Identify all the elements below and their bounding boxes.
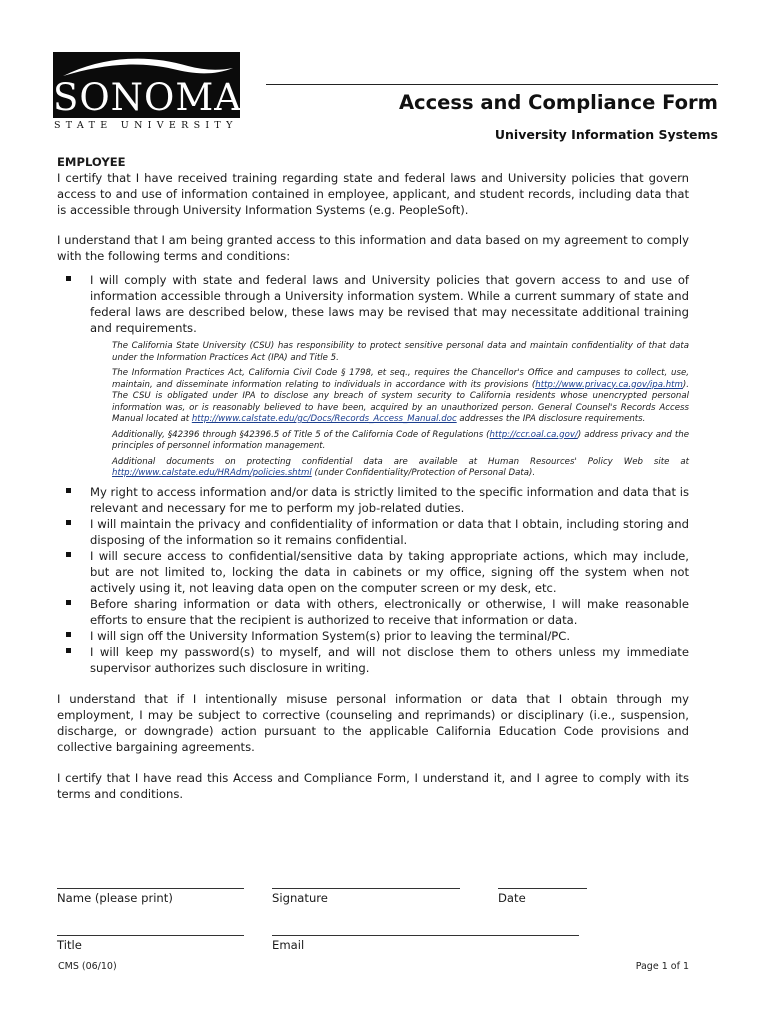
records-manual-link[interactable]: http://www.calstate.edu/gc/Docs/Records_Access_Manual.doc (191, 414, 457, 424)
legal-summary (112, 341, 689, 480)
term-item (57, 628, 689, 644)
bullet-icon (66, 632, 71, 637)
legal-text: ). The CSU is obligated under IPA to disclose any breach of system security to California residents whose unencrypted personal information was, or is reasonably believed to have been, acquired by an unauthorized person. General Counsel's Records Access Manual located at (112, 379, 689, 424)
term-text: I will secure access to confidential/sensitive data by taking appropriate actions, which may include, but are not limited to, locking the data in cabinets or my office, signing off the system when not actively using it, not leaving data open on the computer screen or my desk, etc. (90, 548, 689, 595)
form-title: Access and Compliance Form (398, 91, 718, 114)
title-label: Title (57, 938, 82, 952)
certify-paragraph: I certify that I have read this Access and Compliance Form, I understand it, and I agree to comply with its terms and conditions. (57, 770, 689, 801)
sonoma-state-logo (53, 52, 240, 132)
email-line[interactable] (272, 935, 579, 936)
legal-text: The California State University (CSU) has responsibility to protect sensitive personal data and maintain confidentiality of that data under the Information Practices Act (IPA) and Title 5. (112, 341, 689, 363)
name-line[interactable] (57, 888, 244, 889)
bullet-icon (66, 648, 71, 653)
email-label: Email (272, 938, 305, 952)
term-item (57, 516, 689, 548)
term-text: My right to access information and/or data is strictly limited to the specific information and data that is relevant and necessary for me to perform my job-related duties. (90, 484, 690, 515)
term-text: I will maintain the privacy and confidentiality of information or data that I obtain, including storing and disposing of the information so it remains confidential. (90, 516, 689, 547)
legal-text: Additional documents on protecting confidential data are available at Human Resources' Policy Web site at (112, 456, 689, 467)
page-number: Page 1 of 1 (635, 961, 689, 972)
term-text: I will comply with state and federal laws and University policies that govern access to and use of information accessible through a University information system. While a current summary of state and federal laws are described below, these laws may be revised that may necessitate additional training and requirements. (90, 273, 689, 335)
header-rule (266, 84, 718, 85)
agreement-paragraph: I understand that I am being granted access to this information and data based on my agreement to comply with the following terms and conditions: (57, 233, 689, 263)
form-code: CMS (06/10) (58, 961, 117, 972)
term-item (57, 484, 689, 516)
employee-heading: EMPLOYEE (57, 155, 126, 169)
signature-line[interactable] (272, 888, 460, 889)
form-subtitle: University Information Systems (494, 127, 718, 142)
terms-list (57, 272, 689, 336)
bullet-icon (66, 488, 71, 493)
hr-policies-link[interactable]: http://www.calstate.edu/HRAdm/policies.shtml (112, 468, 312, 478)
bullet-icon (66, 600, 71, 605)
term-text: Before sharing information or data with others, electronically or otherwise, I will make reasonable efforts to ensure that the recipient is authorized to receive that information or data. (90, 596, 689, 627)
ccr-link[interactable]: http://ccr.oal.ca.gov/ (489, 429, 578, 440)
misuse-paragraph: I understand that if I intentionally misuse personal information or data that I obtain through my employment, I may be subject to corrective (counseling and reprimands) or disciplinary (i.e., suspension, discharge, or downgrade) action pursuant to the applicable California Education Code provisions and collective bargaining agreements. (57, 691, 689, 754)
term-item (57, 596, 689, 628)
legal-paragraph (112, 341, 689, 364)
legal-text: ) address privacy and the principles of personnel information management. (112, 429, 689, 451)
legal-text: The Information Practices Act, California Civil Code § 1798, et seq., requires the Chancellor's Office and campuses to collect, use, maintain, and disseminate information relating to individuals in accordance with its provisions ( (112, 368, 689, 390)
term-text: I will keep my password(s) to myself, and will not disclose them to others unless my immediate supervisor authorizes such disclosure in writing. (90, 644, 689, 675)
terms-list (57, 484, 689, 676)
bullet-icon (66, 520, 71, 525)
logo-subtitle: STATE UNIVERSITY (54, 120, 238, 131)
legal-text: (under Confidentiality/Protection of Personal Data). (311, 468, 536, 478)
logo-wordmark: SONOMA (53, 76, 242, 119)
term-item (57, 548, 689, 596)
date-label: Date (498, 891, 526, 905)
legal-text: addresses the IPA disclosure requirements. (456, 414, 646, 424)
term-item (57, 272, 689, 336)
term-text: I will sign off the University Information System(s) prior to leaving the terminal/PC. (90, 628, 571, 643)
term-item (57, 644, 689, 676)
name-label: Name (please print) (57, 891, 173, 905)
title-line[interactable] (57, 935, 244, 936)
legal-text: Additionally, §42396 through §42396.5 of Title 5 of the California Code of Regulations ( (112, 429, 490, 440)
signature-label: Signature (272, 891, 328, 905)
privacy-link[interactable]: http://www.privacy.ca.gov/ipa.htm (535, 379, 683, 390)
date-line[interactable] (498, 888, 587, 889)
legal-paragraph (112, 430, 689, 453)
bullet-icon (66, 552, 71, 557)
logo-background (53, 52, 240, 118)
form-body (57, 154, 689, 802)
legal-paragraph (112, 457, 689, 480)
legal-paragraph (112, 368, 689, 426)
intro-paragraph: I certify that I have received training regarding state and federal laws and University policies that govern access to and use of information contained in employee, applicant, and student records, including data that is accessible through University Information Systems (e.g. PeopleSoft). (57, 171, 689, 217)
bullet-icon (66, 276, 71, 281)
